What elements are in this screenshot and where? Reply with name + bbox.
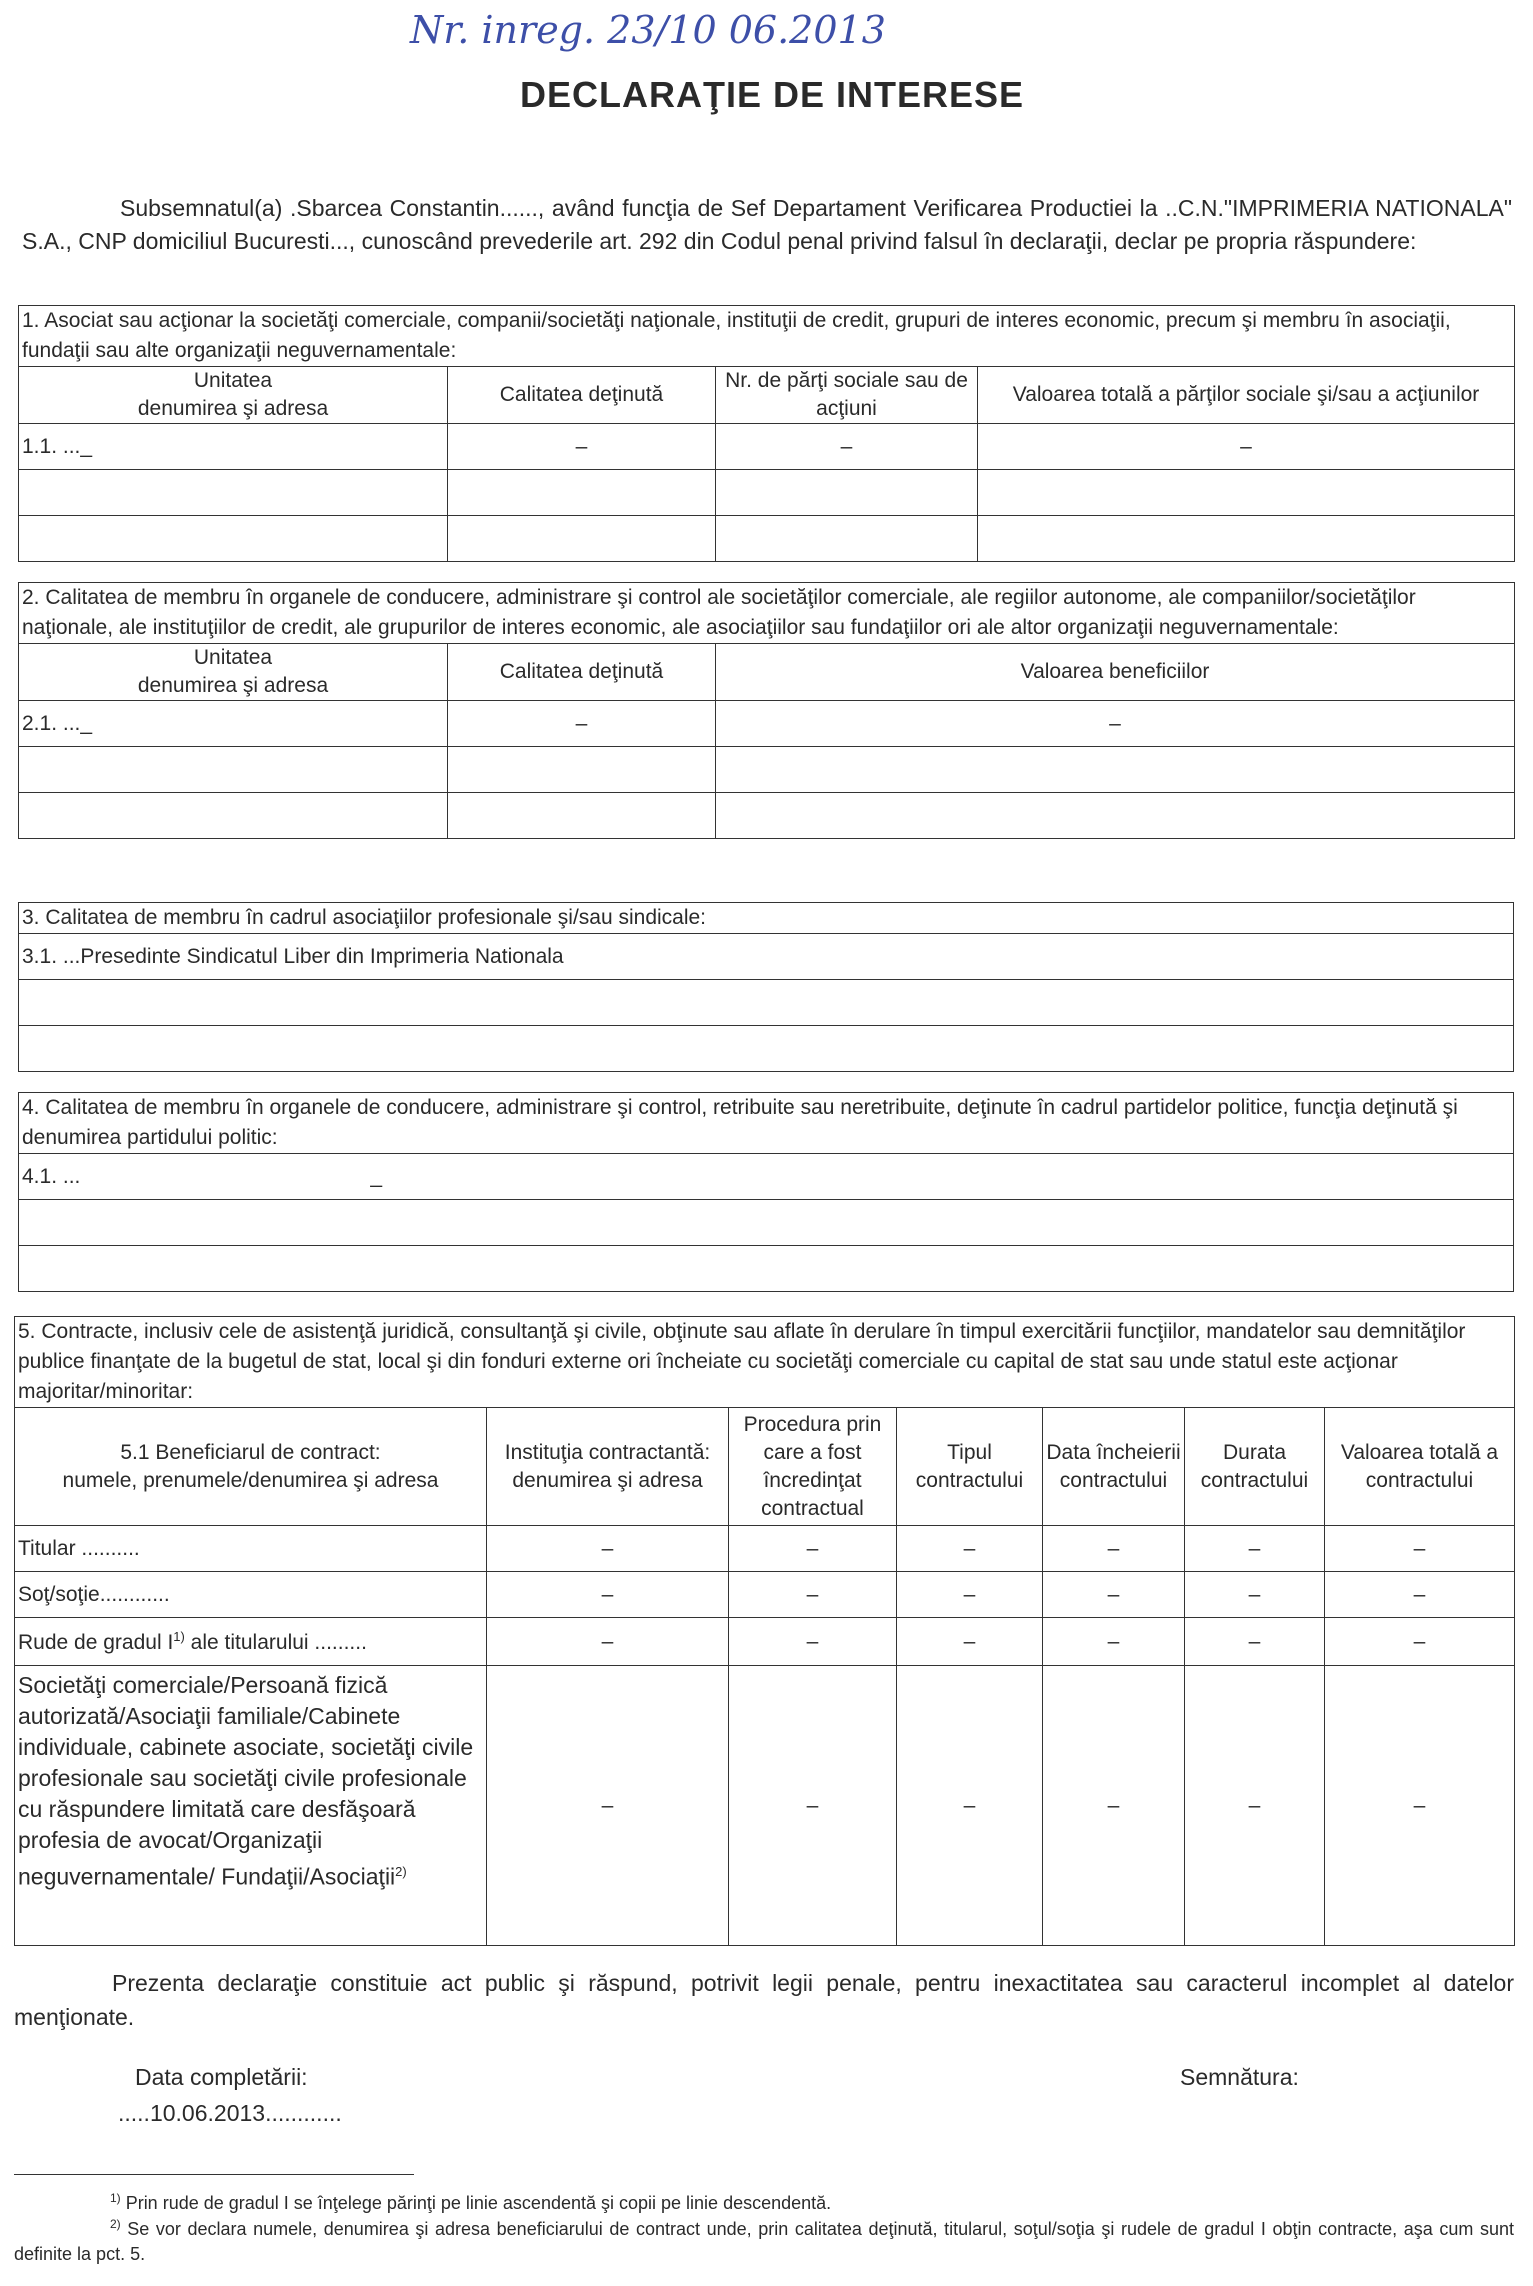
s5-col-date: Data încheierii contractului [1043, 1408, 1185, 1526]
section-5-heading: 5. Contracte, inclusiv cele de asistenţă juridică, consultanţă şi civile, obţinute sau aflate în derulare în timpul exercitării funcţiilor, mandatelor sau demnităţilor publice finanţate de la bugetul de stat, local şi din fonduri externe ori încheiate cu societăţi comerciale cu capital de stat sau unde statul este acţionar majoritar/minoritar: [15, 1317, 1515, 1408]
s5-col-procedure: Procedura prin care a fost încredinţat contractual [729, 1408, 897, 1526]
closing-statement: Prezenta declaraţie constituie act public şi răspund, potrivit legii penale, pentru inexactitatea sau caracterul incomplet al datelor menţionate. [14, 1970, 1514, 2030]
s5-row-relatives: Rude de gradul $I^{1)}$ ale titularului ......... [15, 1618, 487, 1666]
s1-col-unit: Unitatea denumirea şi adresa [19, 367, 448, 424]
dash: – [978, 424, 1515, 470]
s2-col-role: Calitatea deţinută [448, 644, 716, 701]
intro-paragraph [22, 192, 1512, 258]
s5-col-type: Tipul contractului [897, 1408, 1043, 1526]
s4-row-1: 4.1. ... _ [19, 1154, 1514, 1200]
section-4-heading: 4. Calitatea de membru în organele de conducere, administrare şi control, retribuite sau neretribuite, deţinute în cadrul partidelor politice, funcţia deţinută şi denumirea partidului politic: [19, 1093, 1514, 1154]
dash: – [716, 701, 1515, 747]
s2-row-1-label: 2.1. ..._ [19, 701, 448, 747]
section-2-table [18, 582, 1515, 839]
s5-row-titular: Titular .......... [15, 1526, 487, 1572]
s5-col-institution: Instituţia contractantă: denumirea şi adresa [487, 1408, 729, 1526]
s1-col-role: Calitatea deţinută [448, 367, 716, 424]
footnote-1: $^{1)}$ Prin rude de gradul I se înţelege părinţi pe linie ascendentă şi copii pe linie descendentă. [110, 2191, 832, 2213]
section-3-table [18, 902, 1514, 1072]
s1-row-1-label: 1.1. ..._ [19, 424, 448, 470]
section-1-heading: 1. Asociat sau acţionar la societăţi comerciale, companii/societăţi naţionale, instituţii de credit, grupuri de interes economic, precum şi membru în asociaţii, fundaţii sau alte organizaţii neguvernamentale: [19, 306, 1515, 367]
dash: – [448, 701, 716, 747]
footnote-divider [14, 2174, 414, 2175]
s5-col-beneficiary: 5.1 Beneficiarul de contract: numele, prenumele/denumirea şi adresa [15, 1408, 487, 1526]
s5-col-duration: Durata contractului [1185, 1408, 1325, 1526]
dash: – [448, 424, 716, 470]
s1-col-value: Valoarea totală a părţilor sociale şi/sau a acţiunilor [978, 367, 1515, 424]
s5-row-spouse: Soţ/soţie............ [15, 1572, 487, 1618]
handwritten-registration: Nr. inreg. 23/10 06.2013 [410, 8, 886, 52]
s3-row-1: 3.1. ...Presedinte Sindicatul Liber din Imprimeria Nationala [19, 934, 1514, 980]
section-2-heading: 2. Calitatea de membru în organele de conducere, administrare şi control ale societăţilor comerciale, ale regiilor autonome, ale companiilor/societăţilor naţionale, ale instituţiilor de credit, ale grupurilor de interes economic, ale asociaţiilor sau fundaţiilor ori ale altor organizaţii neguvernamentale: [19, 583, 1515, 644]
date-value: .....10.06.2013............ [118, 2100, 342, 2126]
footnote-2: $^{2)}$ Se vor declara numele, denumirea şi adresa beneficiarului de contract unde, prin calitatea deţinută, titularul, soţul/soţia şi rudele de gradul I obţin contracte, aşa cum sunt definite la pct. 5. [14, 2217, 1514, 2264]
section-5-table: 5. Contracte, inclusiv cele de asistenţă juridică, consultanţă şi civile, obţinute sau aflate în derulare în timpul exercitării funcţiilor, mandatelor sau demnităţilor publice finanţate de la bugetul de stat, local şi din fonduri externe ori încheiate cu societăţi comerciale cu capital de stat sau unde statul este acţionar majoritar/minoritar: 5.1 Beneficiarul de contract: numele, prenumele/denumirea şi adresa Instituţia contractantă: denumirea şi adresa Procedura prin care a fost încredinţat contractual Tipul contractului Data încheierii contractului Durata contractului Valoarea totală a contractului Titular .......... – – – – – – Soţ/soţie............ – – – – – – Rude de gradul $I^{1)}$ ale titularului ......... – – – – – – Societăţi comerciale/Persoană fizică autorizată/Asociaţii familiale/Cabinete individuale, cabinete asociate, societăţi civile profesionale sau societăţi civile profesionale cu răspundere limitată care desfăşoară profesia de avocat/Organizaţii neguvernamentale/ Fundaţii/Asociaţii$^{2)}$ – – – – – – [14, 1316, 1515, 1946]
signature-label: Semnătura: [1180, 2064, 1299, 2090]
s5-row-companies: Societăţi comerciale/Persoană fizică autorizată/Asociaţii familiale/Cabinete individuale, cabinete asociate, societăţi civile profesionale sau societăţi civile profesionale cu răspundere limitată care desfăşoară profesia de avocat/Organizaţii neguvernamentale/ Fundaţii/Asociaţii$^{2)}$ [15, 1666, 487, 1946]
s1-col-shares: Nr. de părţi sociale sau de acţiuni [716, 367, 978, 424]
dash: – [716, 424, 978, 470]
section-1-table [18, 305, 1515, 562]
page-title: DECLARAŢIE DE INTERESE [520, 74, 1025, 115]
s5-col-value: Valoarea totală a contractului [1325, 1408, 1515, 1526]
s2-col-unit: Unitatea denumirea şi adresa [19, 644, 448, 701]
s2-col-benefits: Valoarea beneficiilor [716, 644, 1515, 701]
section-4-table [18, 1092, 1514, 1292]
section-3-heading: 3. Calitatea de membru în cadrul asociaţiilor profesionale şi/sau sindicale: [19, 903, 1514, 934]
date-label: Data completării: [135, 2064, 308, 2090]
intro-text: Subsemnatul(a) .Sbarcea Constantin......, având funcţia de Sef Departament Verificarea Productiei la ..C.N."IMPRIMERIA NATIONALA" S.A., CNP domiciliul Bucuresti..., cunoscând prevederile art. 292 din Codul penal privind falsul în declaraţii, declar pe propria răspundere: [22, 195, 1512, 254]
